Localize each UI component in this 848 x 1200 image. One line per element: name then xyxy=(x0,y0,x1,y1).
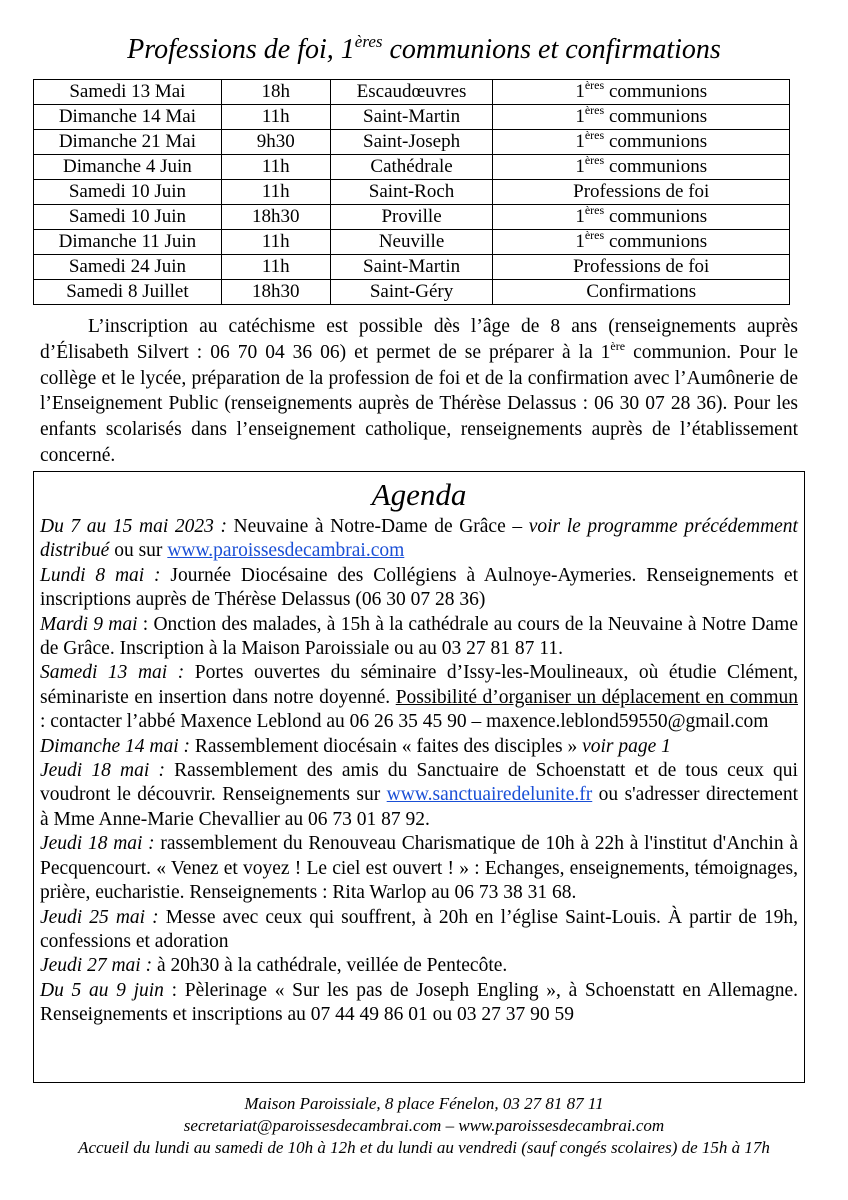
event-superscript: ères xyxy=(584,228,605,242)
agenda-item-date: Lundi 8 mai : xyxy=(40,564,161,586)
row-date: Samedi 8 Juillet xyxy=(34,280,222,305)
agenda-title: Agenda xyxy=(371,477,467,512)
agenda-item-text: Portes ouvertes du séminaire d’Issy-les-Moulineaux, où étudie Clément, séminariste en insertion dans notre doyenné. xyxy=(40,662,799,708)
event-superscript: ères xyxy=(584,128,605,142)
agenda-item-underlined: Possibilité d’organiser un déplacement en commun xyxy=(395,686,798,708)
agenda-item-date: Samedi 13 mai : xyxy=(40,662,185,684)
agenda-item-text: : Pèlerinage « Sur les pas de Joseph Engling », à Schoenstatt en Allemagne. Renseignements et inscriptions au 07 44 49 86 01 ou 03 27 37 90 59 xyxy=(40,979,798,1026)
event-label: 1 xyxy=(575,206,585,227)
event-superscript: ères xyxy=(584,153,605,167)
row-date: Dimanche 4 Juin xyxy=(34,155,222,180)
agenda-item-date: Jeudi 27 mai : xyxy=(40,955,153,977)
table-row xyxy=(34,205,790,230)
row-time: 18h30 xyxy=(221,205,330,230)
agenda-item xyxy=(40,735,798,759)
agenda-item-text-cont: ou sur xyxy=(109,540,168,562)
agenda-item-text: à 20h30 à la cathédrale, veillée de Pentecôte. xyxy=(152,955,508,977)
agenda-item xyxy=(40,515,798,564)
row-place: Saint-Géry xyxy=(330,280,493,305)
table-row xyxy=(34,230,790,255)
row-place: Escaudœuvres xyxy=(330,80,493,105)
event-superscript: ères xyxy=(584,78,605,92)
agenda-item-date: Dimanche 14 mai : xyxy=(40,735,191,757)
agenda-item-date: Jeudi 18 mai : xyxy=(40,760,165,782)
agenda-item-text-cont: : contacter l’abbé Maxence Leblond au 06 26 35 45 90 – maxence.leblond59550@gmail.com xyxy=(40,711,769,733)
event-label: 1 xyxy=(575,131,585,152)
agenda-item-date: Jeudi 18 mai : xyxy=(40,833,155,855)
row-date: Samedi 24 Juin xyxy=(34,255,222,280)
agenda-item-text: Messe avec ceux qui souffrent, à 20h en l’église Saint-Louis. À partir de 19h, confessions et adoration xyxy=(40,906,798,952)
paragraph-part2: communion. Pour le collège et le lycée, préparation de la profession de foi et de la confirmation avec l’Aumônerie de l’Enseignement Public (renseignements auprès de Thérèse Delassus : 06 30 07 28 36). Pour les enfants scolarisés dans l’enseignement catholique, renseignements auprès de l’établissement concerné. xyxy=(40,341,799,466)
event-superscript: ères xyxy=(584,103,605,117)
row-date: Dimanche 14 Mai xyxy=(34,105,222,130)
event-label-suffix: communions xyxy=(604,156,708,177)
table-row xyxy=(34,130,790,155)
row-event xyxy=(493,205,790,230)
row-event xyxy=(493,155,790,180)
event-label: Professions de foi xyxy=(573,256,710,277)
footer-contact: secretariat@paroissesdecambrai.com – www.paroissesdecambrai.com xyxy=(183,1116,665,1135)
event-label-suffix: communions xyxy=(604,131,708,152)
row-time: 18h xyxy=(221,80,330,105)
row-place: Saint-Martin xyxy=(330,255,493,280)
agenda-item-date: Du 7 au 15 mai 2023 : xyxy=(40,516,227,537)
row-event xyxy=(493,255,790,280)
agenda-item-text: Neuvaine à Notre-Dame de Grâce – xyxy=(226,516,529,537)
table-row xyxy=(34,105,790,130)
event-label-suffix: communions xyxy=(604,81,708,102)
row-place: Cathédrale xyxy=(330,155,493,180)
agenda-item-date: Mardi 9 mai xyxy=(40,613,138,635)
title-suffix: communions et confirmations xyxy=(382,34,721,65)
row-time: 9h30 xyxy=(221,130,330,155)
row-date: Samedi 10 Juin xyxy=(34,180,222,205)
agenda-item-date: Jeudi 25 mai : xyxy=(40,906,159,928)
agenda-item-text-cont: ou s'adresser directement à Mme Anne-Marie Chevallier au 06 73 01 87 92. xyxy=(40,784,798,830)
row-date: Samedi 10 Juin xyxy=(34,205,222,230)
agenda-item-link[interactable]: www.sanctuairedelunite.fr xyxy=(386,784,593,806)
table-row xyxy=(34,280,790,305)
event-label: 1 xyxy=(575,106,585,127)
row-event xyxy=(493,280,790,305)
table-row xyxy=(34,80,790,105)
event-superscript: ères xyxy=(584,203,605,217)
agenda-item xyxy=(40,832,798,905)
row-event xyxy=(493,105,790,130)
event-label: 1 xyxy=(575,81,585,102)
table-row xyxy=(34,180,790,205)
paragraph-superscript: ère xyxy=(610,338,626,353)
page-title xyxy=(0,32,848,68)
agenda-item xyxy=(40,759,798,832)
event-label-suffix: communions xyxy=(604,206,708,227)
title-prefix: Professions de foi, 1 xyxy=(127,34,355,65)
table-row xyxy=(34,255,790,280)
table-row xyxy=(34,155,790,180)
agenda-item xyxy=(40,954,798,978)
footer xyxy=(0,1093,848,1159)
agenda-box xyxy=(33,471,805,1083)
row-place: Saint-Martin xyxy=(330,105,493,130)
agenda-item xyxy=(40,564,798,613)
agenda-item xyxy=(40,613,798,662)
agenda-item xyxy=(40,979,798,1028)
row-place: Saint-Joseph xyxy=(330,130,493,155)
agenda-item-text: Rassemblement diocésain « faites des disciples » xyxy=(190,735,583,757)
row-event xyxy=(493,230,790,255)
event-label-suffix: communions xyxy=(604,231,708,252)
event-label: 1 xyxy=(575,231,585,252)
row-date: Samedi 13 Mai xyxy=(34,80,222,105)
event-label-suffix: communions xyxy=(604,106,708,127)
row-place: Proville xyxy=(330,205,493,230)
row-date: Dimanche 21 Mai xyxy=(34,130,222,155)
row-place: Saint-Roch xyxy=(330,180,493,205)
catechism-paragraph xyxy=(40,314,798,469)
row-time: 11h xyxy=(221,105,330,130)
agenda-item-text: Journée Diocésaine des Collégiens à Aulnoye-Aymeries. Renseignements et inscriptions auprès de Thérèse Delassus (06 30 07 28 36) xyxy=(40,564,798,611)
row-time: 11h xyxy=(221,180,330,205)
agenda-item-text: rassemblement du Renouveau Charismatique de 10h à 22h à l'institut d'Anchin à Pecquencourt. « Venez et voyez ! Le ciel est ouvert ! » : Echanges, enseignements, témoignages, prière, eucharistie. Renseignements : Rita Warlop au 06 73 38 31 68. xyxy=(40,833,798,904)
row-event xyxy=(493,180,790,205)
event-label: Confirmations xyxy=(586,281,697,302)
title-superscript: ères xyxy=(354,32,383,51)
event-label: Professions de foi xyxy=(573,181,710,202)
footer-address: Maison Paroissiale, 8 place Fénelon, 03 27 81 87 11 xyxy=(244,1094,604,1113)
row-date: Dimanche 11 Juin xyxy=(34,230,222,255)
row-event xyxy=(493,80,790,105)
agenda-item xyxy=(40,661,798,734)
agenda-item-text: : Onction des malades, à 15h à la cathédrale au cours de la Neuvaine à Notre Dame de Grâce. Inscription à la Maison Paroissiale ou au 03 27 81 87 11. xyxy=(40,613,798,660)
agenda-item-italic: voir le programme précédemment distribué xyxy=(40,516,798,562)
row-time: 11h xyxy=(221,255,330,280)
row-time: 11h xyxy=(221,230,330,255)
agenda-item-italic: voir page 1 xyxy=(582,735,671,757)
agenda-item xyxy=(40,906,798,955)
agenda-item-date: Du 5 au 9 juin xyxy=(40,979,164,1001)
agenda-list xyxy=(34,514,804,1028)
row-place: Neuville xyxy=(330,230,493,255)
row-event xyxy=(493,130,790,155)
paragraph-part1: L’inscription au catéchisme est possible dès l’âge de 8 ans (renseignements auprès d’Élisabeth Silvert : 06 70 04 36 06) et permet de se préparer à la 1 xyxy=(40,316,798,363)
agenda-item-link[interactable]: www.paroissesdecambrai.com xyxy=(167,540,405,562)
row-time: 18h30 xyxy=(221,280,330,305)
event-label: 1 xyxy=(575,156,585,177)
schedule-table xyxy=(33,79,790,305)
row-time: 11h xyxy=(221,155,330,180)
footer-hours: Accueil du lundi au samedi de 10h à 12h et du lundi au vendredi (sauf congés scolaires) de 15h à 17h xyxy=(78,1138,770,1157)
agenda-item-text: Rassemblement des amis du Sanctuaire de Schoenstatt et de tous ceux qui voudront le découvrir. Renseignements sur xyxy=(40,760,798,806)
